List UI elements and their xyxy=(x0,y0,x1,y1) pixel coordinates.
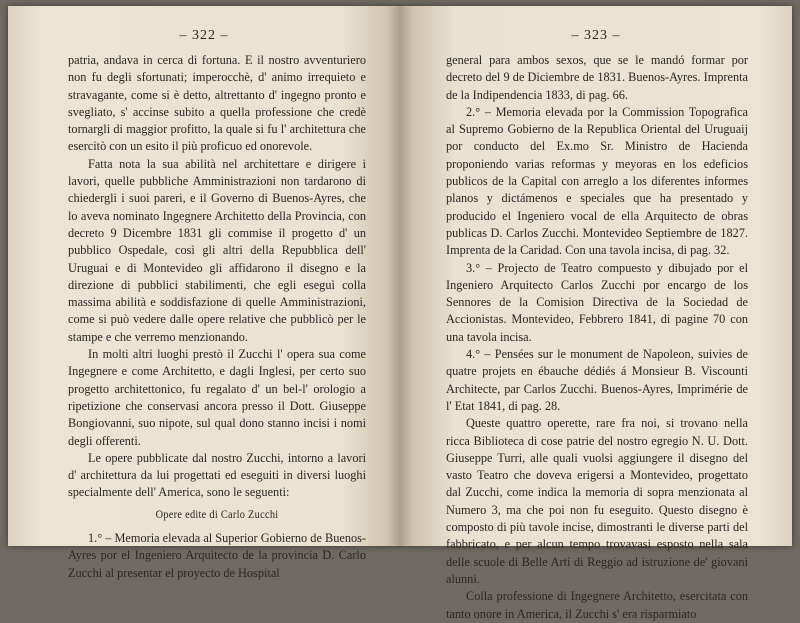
page-number-right: – 323 – xyxy=(571,28,621,43)
book-spread xyxy=(8,6,792,621)
paragraph: Queste quattro operette, rare fra noi, si trovano nella ricca Biblioteca di cose patrie del nostro egregio N. U. Dott. Giuseppe Turri, alle quali vuolsi aggiungere il disegno del vasto Teatro che doveva erigersi a Montevideo, progettato dal Zucchi, come indica la memoria di sopra menzionata al Numero 3, ma che poi non fu eseguito. Questo disegno è composto di più tavole incise, dimostranti le diverse parti del fabbricato, e per alcun tempo trovavasi esposto nella sala delle scuole di Belle Arti di Reggio ad istruzione de' giovani alunni. xyxy=(446,416,748,586)
paragraph: 2.° – Memoria elevada por la Commission Topografica al Supremo Gobierno de la Republica Oriental del Uruguaij por conducto del Ex.mo Sr. Ministro de Hacienda proponiendo varias reformas y meyoras en los edeficios publicos de la Capital con arreglo a los diferentes informes planos y dictámenos e speciales que ha presentado y producido el Ingeniero vocal de ella Arquitecto de obras publicas D. Carlos Zucchi. Montevideo Septiembre de 1827. Imprenta de la Caridad. Con una tavola incisa, di pag. 32. xyxy=(446,104,748,258)
paragraph: 4.° – Pensées sur le monument de Napoleon, suivies de quatre projets en ébauche dédiés á Monsieur B. Viscounti Architecte, par Carlos Zucchi. Buenos-Ayres, Imprimérie de l' Etat 1841, di pag. 28. xyxy=(446,347,748,413)
paragraph: Fatta nota la sua abilità nel architettare e dirigere i lavori, quelle pubbliche Amministrazioni non tardarono di chiedergli i suoi pareri, e il Governo di Buenos-Ayres, che lo aveva nominato Ingegnere Architetto della Provincia, con decreto 9 Dicembre 1831 gli commise il progetto d' un pubblico Ospedale, così gli altri della Repubblica dell' Uruguai e di Montevideo gli affidarono il disegno e la direzione di pubblici stabilimenti, che egli eseguì colla massima abilità e soddisfazione di quelle Amministrazioni, come si può vedere dalle opere relative che pubblicò per le stampe e che verremo menzionando. xyxy=(68,156,366,344)
right-page xyxy=(400,6,792,621)
page-number-left: – 322 – xyxy=(179,28,229,43)
paragraph: general para ambos sexos, que se le mandó formar por decreto del 9 de Diciembre de 1831. Buenos-Ayres. Imprenta de la Indipendencia 1833, di pag. 66. xyxy=(446,53,748,102)
left-page-text xyxy=(68,52,366,582)
paragraph: 3.° – Projecto de Teatro compuesto y dibujado por el Ingeniero Arquitecto Carlos Zucchi por encargo de los Sennores de la Comision Directiva de la Sociedad de Accionistas. Montevideo, Febbrero 1841, di pagine 70 con una tavola incisa. xyxy=(446,260,748,344)
paragraph: patria, andava in cerca di fortuna. E il nostro avventuriero non fu degli sfortunati; imperocchè, d' animo irrequieto e stravagante, come si è detto, altrettanto d' ingegno pronto e svegliato, s' accinse subito a quella professione che credè tornargli di maggior profitto, la quale si fu l' architettura che esercitò con un esito il più proficuo ed onorevole. xyxy=(68,53,366,154)
paragraph: 1.° – Memoria elevada al Superior Gobierno de Buenos-Ayres por el Ingeniero Arquitecto de la provincia D. Carlo Zucchi al presentar el proyecto de Hospital xyxy=(68,531,366,580)
paragraph: Colla professione di Ingegnere Architetto, esercitata con tanto onore in America, il Zucchi s' era risparmiato xyxy=(446,589,748,621)
right-page-text xyxy=(446,52,748,623)
paragraph: In molti altri luoghi prestò il Zucchi l' opera sua come Ingegnere e come Architetto, e dagli Inglesi, per certo suo progetto architettonico, fu regalato d' un bel-l' orologio a ripetizione che conservasi ancora presso il Dott. Giuseppe Bongiovanni, suo nipote, sul qual dono stanno incisi i nomi degli offerenti. xyxy=(68,347,366,448)
section-heading: Opere edite di Carlo Zucchi xyxy=(155,508,279,521)
left-page xyxy=(8,6,400,580)
paragraph: Le opere pubblicate dal nostro Zucchi, intorno a lavori d' architettura da lui progettati ed eseguiti in diversi luoghi specialmente dell' America, sono le seguenti: xyxy=(68,450,366,500)
